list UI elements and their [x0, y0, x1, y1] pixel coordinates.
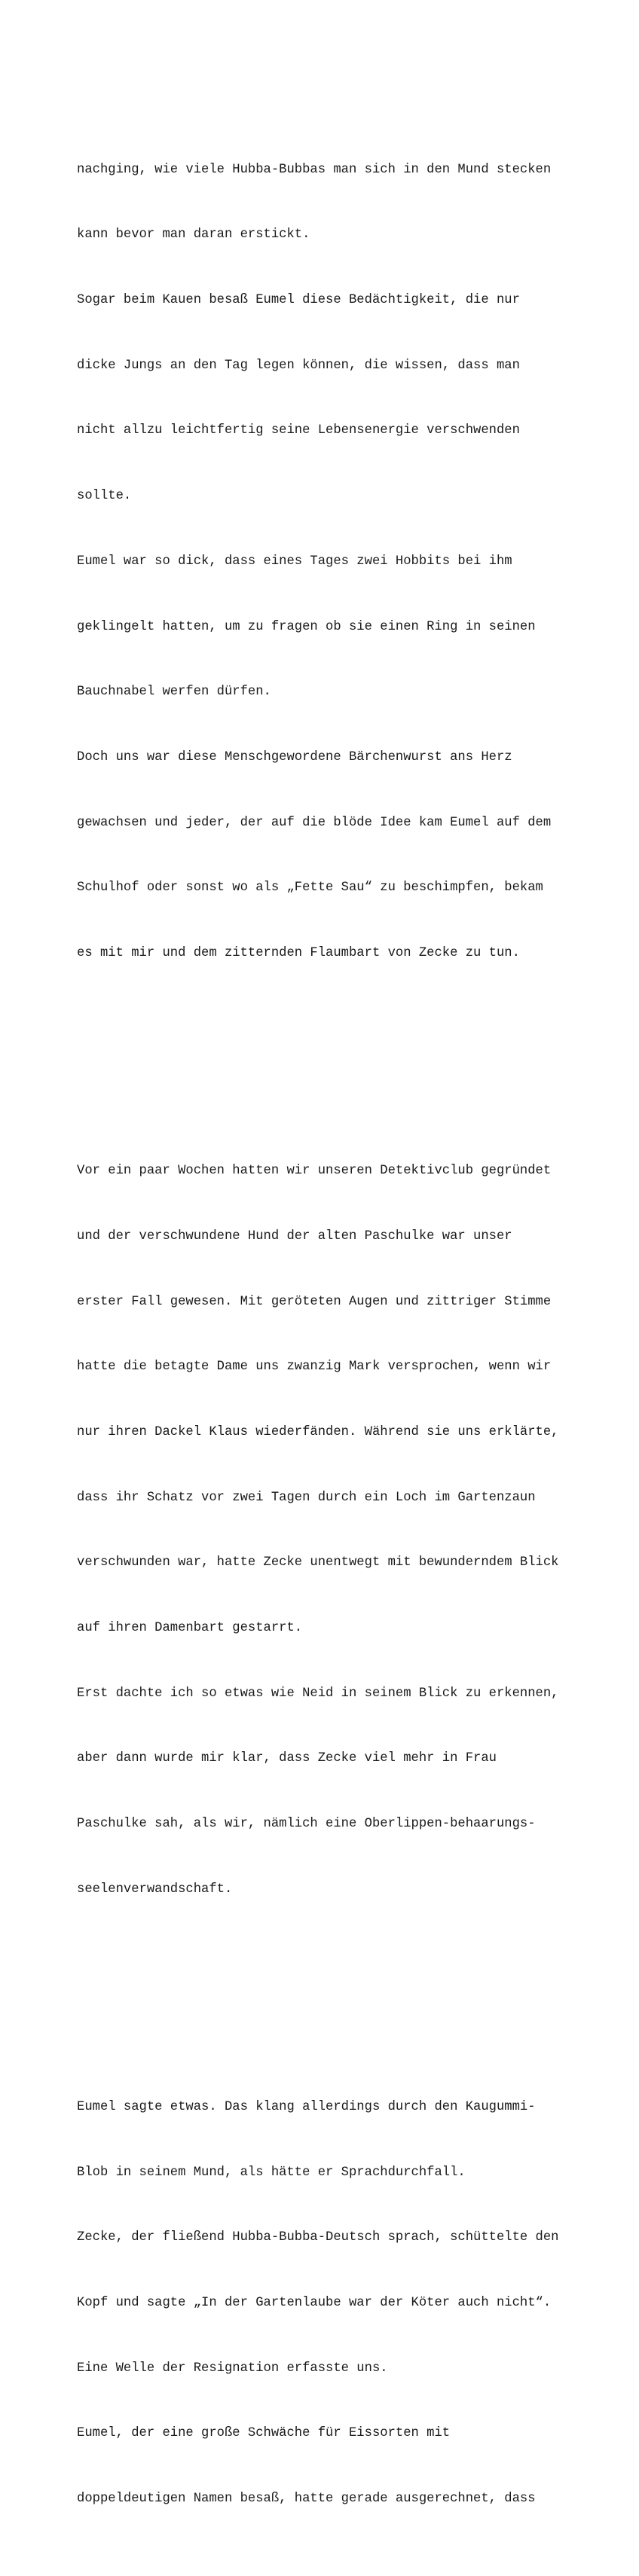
text-line: Sogar beim Kauen besaß Eumel diese Bedächtigkeit, die nur [77, 293, 520, 308]
text-line: Vor ein paar Wochen hatten wir unseren Detektivclub gegründet [77, 1164, 552, 1179]
text-line: kann bevor man daran erstickt. [77, 227, 310, 243]
text-line: Schulhof oder sonst wo als „Fette Sau“ zu beschimpfen, bekam [77, 881, 543, 896]
text-line: Zecke, der fließend Hubba-Bubba-Deutsch sprach, schüttelte den [77, 2230, 559, 2245]
text-line: verschwunden war, hatte Zecke unentwegt mit bewunderndem Blick [77, 1555, 559, 1570]
text-line: gewachsen und jeder, der auf die blöde Idee kam Eumel auf dem [77, 815, 552, 830]
text-line: aber dann wurde mir klar, dass Zecke viel mehr in Frau [77, 1751, 497, 1766]
text-line: Erst dachte ich so etwas wie Neid in seinem Blick zu erkennen, [77, 1686, 559, 1701]
paragraph [77, 1117, 604, 1944]
text-line: geklingelt hatten, um zu fragen ob sie einen Ring in seinen [77, 619, 536, 634]
text-line: Eumel sagte etwas. Das klang allerdings durch den Kaugummi- [77, 2099, 536, 2114]
text-line: seelenverwandschaft. [77, 1882, 233, 1897]
text-line: dass ihr Schatz vor zwei Tagen durch ein Loch im Gartenzaun [77, 1490, 536, 1505]
paragraph [77, 116, 604, 1009]
text-line: Eumel war so dick, dass eines Tages zwei Hobbits bei ihm [77, 554, 512, 569]
text-line: dicke Jungs an den Tag legen können, die wissen, dass man [77, 358, 520, 373]
text-line: Doch uns war diese Menschgewordene Bärchenwurst ans Herz [77, 749, 512, 765]
paragraph-gap [77, 1988, 604, 2010]
text-line: nachging, wie viele Hubba-Bubbas man sich in den Mund stecken [77, 162, 552, 177]
text-line: Paschulke sah, als wir, nämlich eine Oberlippen-behaarungs- [77, 1817, 536, 1832]
text-line: Bauchnabel werfen dürfen. [77, 685, 271, 700]
paragraph [77, 2053, 604, 2554]
text-line: sollte. [77, 489, 132, 504]
text-line: erster Fall gewesen. Mit geröteten Augen und zittriger Stimme [77, 1294, 552, 1309]
text-line: Eine Welle der Resignation erfasste uns. [77, 2361, 388, 2376]
text-line: hatte die betagte Dame uns zwanzig Mark versprochen, wenn wir [77, 1360, 552, 1375]
text-line: nur ihren Dackel Klaus wiederfänden. Während sie uns erklärte, [77, 1424, 559, 1439]
document-page [77, 72, 604, 2576]
text-line: nicht allzu leichtfertig seine Lebensenergie verschwenden [77, 423, 520, 438]
text-line: Blob in seinem Mund, als hätte er Sprachdurchfall. [77, 2165, 466, 2180]
text-line: es mit mir und dem zitternden Flaumbart von Zecke zu tun. [77, 946, 520, 961]
text-line: doppeldeutigen Namen besaß, hatte gerade ausgerechnet, dass [77, 2492, 536, 2507]
text-line: auf ihren Damenbart gestarrt. [77, 1621, 303, 1636]
text-line: Kopf und sagte „In der Gartenlaube war der Köter auch nicht“. [77, 2295, 552, 2310]
paragraph-gap [77, 1052, 604, 1074]
text-line: und der verschwundene Hund der alten Paschulke war unser [77, 1228, 512, 1244]
text-line: Eumel, der eine große Schwäche für Eissorten mit [77, 2426, 451, 2441]
